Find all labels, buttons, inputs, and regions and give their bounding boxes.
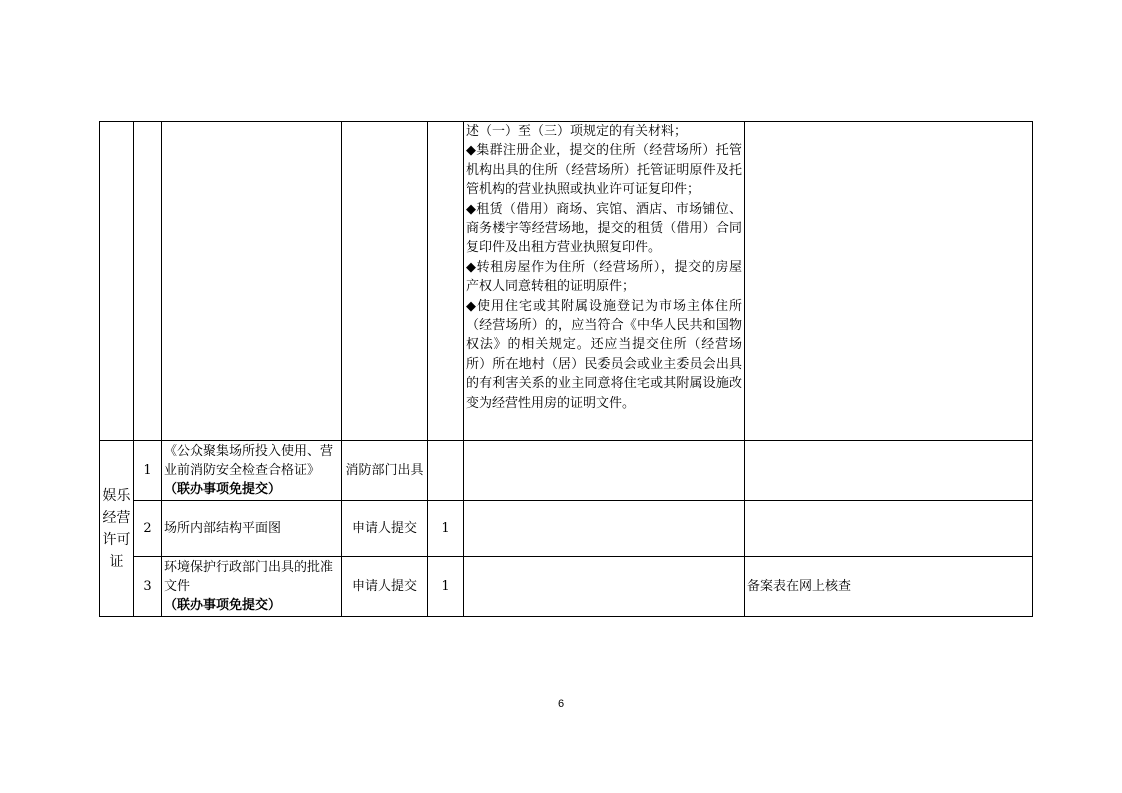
row-index: 3 [134, 557, 162, 617]
material-cell [162, 557, 342, 617]
material-note: （联办事项免提交） [164, 598, 282, 613]
category-cell [100, 441, 134, 617]
row-index: 1 [134, 441, 162, 501]
category-cell-empty [100, 122, 134, 441]
material-cell [162, 441, 342, 501]
page-number: 6 [557, 698, 565, 710]
material-cell-empty [162, 122, 342, 441]
requirements-text: 述（一）至（三）项规定的有关材料； ◆集群注册企业，提交的住所（经营场所）托管机构出具的住所（经营场所）托管证明原件及托管机构的营业执照或执业许可证复印件； ◆租赁（借用）商场、宾馆、酒店、市场铺位、商务楼宇等经营场地，提交的租赁（借用）合同复印件及出租方营业执照复印件。 ◆转租房屋作为住所（经营场所），提交的房屋产权人同意转租的证明原件； ◆使用住宅或其附属设施登记为市场主体住所（经营场所）的，应当符合《中华人民共和国物权法》的相关规定。还应当提交住所（经营场所）所在地村（居）民委员会或业主委员会出具的有利害关系的业主同意将住宅或其附属设施改变为经营性用房的证明文件。 [466, 124, 742, 411]
material-name: 环境保护行政部门出具的批准文件 [164, 560, 334, 594]
category-label: 娱乐 经营 许可 证 [102, 487, 131, 570]
requirements-cell [464, 501, 745, 557]
source-cell: 申请人提交 [342, 501, 428, 557]
requirements-cell [464, 441, 745, 501]
remarks-cell-empty [745, 122, 1033, 441]
requirements-cell [464, 557, 745, 617]
continuation-row [100, 122, 1033, 441]
table-row [100, 501, 1033, 557]
table-row [100, 441, 1033, 501]
remarks-cell: 备案表在网上核查 [745, 557, 1033, 617]
source-cell: 消防部门出具 [342, 441, 428, 501]
material-name: 场所内部结构平面图 [164, 521, 282, 536]
requirements-cell [464, 122, 745, 441]
copies-cell-empty [428, 122, 464, 441]
table-row [100, 557, 1033, 617]
material-name: 《公众聚集场所投入使用、营业前消防安全检查合格证》 [164, 444, 334, 478]
row-index: 2 [134, 501, 162, 557]
remarks-cell [745, 501, 1033, 557]
copies-cell: 1 [428, 501, 464, 557]
source-cell: 申请人提交 [342, 557, 428, 617]
materials-table [99, 121, 1033, 617]
copies-cell [428, 441, 464, 501]
index-cell-empty [134, 122, 162, 441]
copies-cell: 1 [428, 557, 464, 617]
material-note: （联办事项免提交） [164, 482, 282, 497]
material-cell [162, 501, 342, 557]
remarks-cell [745, 441, 1033, 501]
source-cell-empty [342, 122, 428, 441]
